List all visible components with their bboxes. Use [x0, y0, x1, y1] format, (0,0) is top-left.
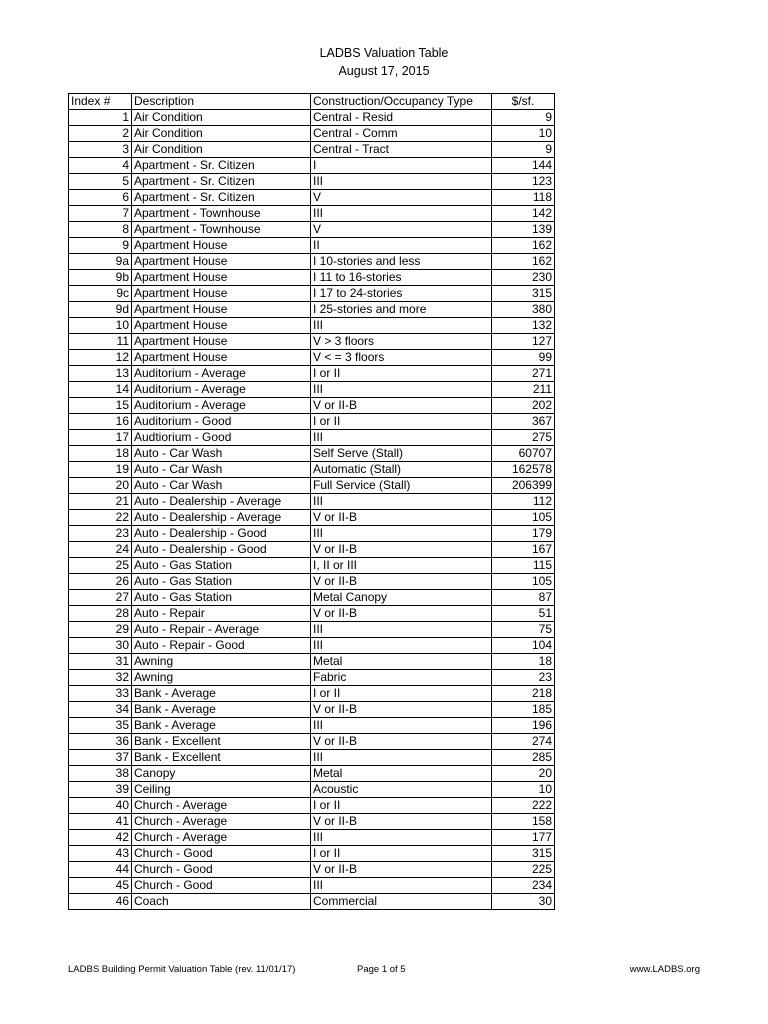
cell-value: 142	[492, 206, 555, 222]
cell-type: V or II-B	[311, 542, 492, 558]
cell-index: 5	[69, 174, 132, 190]
cell-description: Auto - Gas Station	[132, 574, 311, 590]
cell-description: Air Condition	[132, 142, 311, 158]
cell-type: V < = 3 floors	[311, 350, 492, 366]
cell-description: Apartment House	[132, 254, 311, 270]
cell-value: 206399	[492, 478, 555, 494]
cell-index: 45	[69, 878, 132, 894]
cell-value: 18	[492, 654, 555, 670]
cell-type: III	[311, 622, 492, 638]
cell-type: I or II	[311, 414, 492, 430]
table-row	[69, 670, 555, 686]
table-row	[69, 702, 555, 718]
cell-description: Auto - Gas Station	[132, 590, 311, 606]
cell-index: 30	[69, 638, 132, 654]
table-row	[69, 862, 555, 878]
cell-description: Church - Good	[132, 862, 311, 878]
page-date: August 17, 2015	[338, 64, 430, 78]
cell-value: 139	[492, 222, 555, 238]
cell-value: 162578	[492, 462, 555, 478]
cell-value: 222	[492, 798, 555, 814]
cell-value: 104	[492, 638, 555, 654]
cell-value: 115	[492, 558, 555, 574]
cell-description: Auto - Dealership - Average	[132, 510, 311, 526]
cell-description: Auto - Car Wash	[132, 478, 311, 494]
table-row	[69, 878, 555, 894]
cell-value: 162	[492, 254, 555, 270]
cell-index: 10	[69, 318, 132, 334]
cell-type: I 25-stories and more	[311, 302, 492, 318]
cell-value: 315	[492, 846, 555, 862]
cell-value: 10	[492, 782, 555, 798]
table-row	[69, 766, 555, 782]
cell-index: 37	[69, 750, 132, 766]
cell-type: Metal	[311, 766, 492, 782]
cell-index: 24	[69, 542, 132, 558]
table-header-row	[69, 94, 555, 110]
cell-type: I, II or III	[311, 558, 492, 574]
cell-value: 275	[492, 430, 555, 446]
cell-index: 9b	[69, 270, 132, 286]
table-row	[69, 718, 555, 734]
cell-description: Apartment House	[132, 270, 311, 286]
cell-type: Acoustic	[311, 782, 492, 798]
cell-index: 35	[69, 718, 132, 734]
cell-value: 158	[492, 814, 555, 830]
cell-value: 380	[492, 302, 555, 318]
table-row	[69, 430, 555, 446]
cell-value: 144	[492, 158, 555, 174]
cell-value: 179	[492, 526, 555, 542]
table-row	[69, 446, 555, 462]
table-row	[69, 686, 555, 702]
cell-index: 21	[69, 494, 132, 510]
table-row	[69, 558, 555, 574]
cell-value: 177	[492, 830, 555, 846]
table-row	[69, 814, 555, 830]
cell-type: V or II-B	[311, 510, 492, 526]
cell-type: Commercial	[311, 894, 492, 910]
cell-type: V	[311, 222, 492, 238]
cell-value: 105	[492, 574, 555, 590]
cell-description: Auto - Car Wash	[132, 446, 311, 462]
table-row	[69, 142, 555, 158]
table-row	[69, 574, 555, 590]
cell-value: 274	[492, 734, 555, 750]
table-row	[69, 254, 555, 270]
cell-value: 127	[492, 334, 555, 350]
footer-page-number: Page 1 of 5	[357, 964, 406, 975]
cell-index: 34	[69, 702, 132, 718]
cell-type: III	[311, 494, 492, 510]
cell-index: 2	[69, 126, 132, 142]
cell-type: I or II	[311, 798, 492, 814]
table-row	[69, 414, 555, 430]
cell-description: Church - Good	[132, 878, 311, 894]
cell-value: 10	[492, 126, 555, 142]
cell-index: 11	[69, 334, 132, 350]
cell-type: Central - Comm	[311, 126, 492, 142]
cell-type: II	[311, 238, 492, 254]
cell-index: 41	[69, 814, 132, 830]
cell-value: 99	[492, 350, 555, 366]
page-title: LADBS Valuation Table	[319, 46, 449, 60]
table-row	[69, 846, 555, 862]
cell-index: 27	[69, 590, 132, 606]
cell-value: 202	[492, 398, 555, 414]
cell-value: 9	[492, 142, 555, 158]
cell-index: 13	[69, 366, 132, 382]
cell-description: Auditorium - Good	[132, 414, 311, 430]
table-row	[69, 318, 555, 334]
cell-index: 12	[69, 350, 132, 366]
table-row	[69, 590, 555, 606]
cell-index: 15	[69, 398, 132, 414]
cell-value: 75	[492, 622, 555, 638]
table-row	[69, 494, 555, 510]
cell-index: 31	[69, 654, 132, 670]
cell-type: I or II	[311, 366, 492, 382]
cell-description: Auto - Car Wash	[132, 462, 311, 478]
cell-description: Apartment - Sr. Citizen	[132, 190, 311, 206]
cell-description: Church - Good	[132, 846, 311, 862]
cell-value: 123	[492, 174, 555, 190]
cell-index: 29	[69, 622, 132, 638]
cell-description: Auto - Dealership - Average	[132, 494, 311, 510]
table-row	[69, 478, 555, 494]
cell-description: Bank - Average	[132, 686, 311, 702]
table-row	[69, 350, 555, 366]
cell-type: V or II-B	[311, 814, 492, 830]
cell-type: III	[311, 750, 492, 766]
cell-description: Auto - Repair - Good	[132, 638, 311, 654]
table-row	[69, 366, 555, 382]
cell-description: Auditorium - Average	[132, 398, 311, 414]
cell-description: Apartment House	[132, 286, 311, 302]
cell-value: 225	[492, 862, 555, 878]
cell-type: Central - Tract	[311, 142, 492, 158]
cell-value: 285	[492, 750, 555, 766]
table-row	[69, 334, 555, 350]
cell-value: 367	[492, 414, 555, 430]
cell-description: Bank - Average	[132, 702, 311, 718]
cell-type: V > 3 floors	[311, 334, 492, 350]
cell-description: Auto - Dealership - Good	[132, 526, 311, 542]
cell-index: 3	[69, 142, 132, 158]
cell-value: 271	[492, 366, 555, 382]
cell-type: III	[311, 526, 492, 542]
cell-description: Apartment House	[132, 238, 311, 254]
cell-index: 26	[69, 574, 132, 590]
cell-index: 22	[69, 510, 132, 526]
cell-value: 185	[492, 702, 555, 718]
table-row	[69, 190, 555, 206]
cell-index: 4	[69, 158, 132, 174]
cell-type: Central - Resid	[311, 110, 492, 126]
cell-type: Metal	[311, 654, 492, 670]
cell-value: 9	[492, 110, 555, 126]
cell-value: 20	[492, 766, 555, 782]
cell-description: Canopy	[132, 766, 311, 782]
cell-index: 38	[69, 766, 132, 782]
cell-value: 211	[492, 382, 555, 398]
cell-description: Awning	[132, 654, 311, 670]
table-row	[69, 526, 555, 542]
table-row	[69, 654, 555, 670]
cell-value: 230	[492, 270, 555, 286]
cell-value: 87	[492, 590, 555, 606]
cell-index: 16	[69, 414, 132, 430]
cell-description: Coach	[132, 894, 311, 910]
cell-description: Auditorium - Average	[132, 366, 311, 382]
table-row	[69, 382, 555, 398]
cell-index: 33	[69, 686, 132, 702]
table-row	[69, 894, 555, 910]
cell-type: V or II-B	[311, 574, 492, 590]
cell-description: Auto - Dealership - Good	[132, 542, 311, 558]
cell-index: 32	[69, 670, 132, 686]
cell-type: V or II-B	[311, 862, 492, 878]
cell-description: Apartment House	[132, 350, 311, 366]
cell-index: 17	[69, 430, 132, 446]
cell-type: I or II	[311, 686, 492, 702]
col-header-description: Description	[132, 94, 311, 110]
table-row	[69, 606, 555, 622]
cell-type: I	[311, 158, 492, 174]
cell-description: Ceiling	[132, 782, 311, 798]
table-row	[69, 222, 555, 238]
cell-index: 9d	[69, 302, 132, 318]
table-row	[69, 398, 555, 414]
cell-type: III	[311, 830, 492, 846]
table-row	[69, 782, 555, 798]
table-body	[69, 110, 555, 910]
cell-index: 8	[69, 222, 132, 238]
col-header-index: Index #	[69, 94, 132, 110]
cell-type: V	[311, 190, 492, 206]
cell-description: Apartment - Sr. Citizen	[132, 174, 311, 190]
cell-index: 28	[69, 606, 132, 622]
cell-index: 19	[69, 462, 132, 478]
table-row	[69, 462, 555, 478]
cell-value: 167	[492, 542, 555, 558]
cell-type: Full Service (Stall)	[311, 478, 492, 494]
table-row	[69, 174, 555, 190]
cell-type: III	[311, 430, 492, 446]
footer-revision: LADBS Building Permit Valuation Table (rev. 11/01/17)	[68, 964, 296, 975]
cell-index: 42	[69, 830, 132, 846]
cell-value: 112	[492, 494, 555, 510]
cell-type: Self Serve (Stall)	[311, 446, 492, 462]
cell-type: Automatic (Stall)	[311, 462, 492, 478]
cell-description: Apartment House	[132, 334, 311, 350]
cell-type: I or II	[311, 846, 492, 862]
cell-index: 14	[69, 382, 132, 398]
cell-description: Auto - Repair - Average	[132, 622, 311, 638]
cell-index: 9c	[69, 286, 132, 302]
cell-type: III	[311, 638, 492, 654]
table-row	[69, 302, 555, 318]
cell-index: 6	[69, 190, 132, 206]
cell-index: 20	[69, 478, 132, 494]
table-row	[69, 830, 555, 846]
cell-value: 132	[492, 318, 555, 334]
cell-description: Awning	[132, 670, 311, 686]
table-row	[69, 126, 555, 142]
table-row	[69, 206, 555, 222]
cell-type: V or II-B	[311, 702, 492, 718]
cell-description: Bank - Excellent	[132, 734, 311, 750]
cell-index: 46	[69, 894, 132, 910]
col-header-type: Construction/Occupancy Type	[311, 94, 492, 110]
cell-description: Auto - Repair	[132, 606, 311, 622]
cell-description: Apartment House	[132, 318, 311, 334]
cell-type: V or II-B	[311, 734, 492, 750]
cell-index: 18	[69, 446, 132, 462]
cell-type: III	[311, 718, 492, 734]
cell-type: III	[311, 206, 492, 222]
cell-type: I 10-stories and less	[311, 254, 492, 270]
table-row	[69, 510, 555, 526]
cell-value: 218	[492, 686, 555, 702]
footer-website: www.LADBS.org	[629, 964, 700, 975]
table-row	[69, 798, 555, 814]
cell-type: III	[311, 318, 492, 334]
cell-type: Fabric	[311, 670, 492, 686]
table-row	[69, 638, 555, 654]
cell-type: I 17 to 24-stories	[311, 286, 492, 302]
table-row	[69, 622, 555, 638]
table-row	[69, 158, 555, 174]
cell-index: 40	[69, 798, 132, 814]
cell-index: 9a	[69, 254, 132, 270]
cell-value: 118	[492, 190, 555, 206]
cell-index: 7	[69, 206, 132, 222]
cell-index: 9	[69, 238, 132, 254]
cell-description: Church - Average	[132, 830, 311, 846]
table-row	[69, 286, 555, 302]
col-header-value: $/sf.	[492, 94, 555, 110]
table-row	[69, 542, 555, 558]
cell-index: 25	[69, 558, 132, 574]
valuation-table	[68, 93, 555, 910]
cell-description: Air Condition	[132, 126, 311, 142]
table-row	[69, 238, 555, 254]
cell-type: III	[311, 174, 492, 190]
cell-description: Audtiorium - Good	[132, 430, 311, 446]
cell-type: I 11 to 16-stories	[311, 270, 492, 286]
cell-value: 234	[492, 878, 555, 894]
cell-value: 23	[492, 670, 555, 686]
cell-index: 44	[69, 862, 132, 878]
cell-type: Metal Canopy	[311, 590, 492, 606]
table-row	[69, 750, 555, 766]
cell-description: Bank - Excellent	[132, 750, 311, 766]
cell-index: 36	[69, 734, 132, 750]
cell-index: 43	[69, 846, 132, 862]
table-row	[69, 270, 555, 286]
cell-description: Apartment - Townhouse	[132, 222, 311, 238]
cell-value: 315	[492, 286, 555, 302]
cell-type: III	[311, 382, 492, 398]
cell-description: Apartment House	[132, 302, 311, 318]
cell-index: 1	[69, 110, 132, 126]
cell-description: Auditorium - Average	[132, 382, 311, 398]
cell-value: 30	[492, 894, 555, 910]
table-row	[69, 734, 555, 750]
cell-value: 162	[492, 238, 555, 254]
cell-description: Church - Average	[132, 798, 311, 814]
cell-description: Church - Average	[132, 814, 311, 830]
cell-index: 39	[69, 782, 132, 798]
cell-value: 196	[492, 718, 555, 734]
cell-description: Air Condition	[132, 110, 311, 126]
cell-description: Auto - Gas Station	[132, 558, 311, 574]
cell-description: Bank - Average	[132, 718, 311, 734]
table-row	[69, 110, 555, 126]
cell-value: 105	[492, 510, 555, 526]
cell-value: 51	[492, 606, 555, 622]
cell-description: Apartment - Sr. Citizen	[132, 158, 311, 174]
cell-type: III	[311, 878, 492, 894]
cell-description: Apartment - Townhouse	[132, 206, 311, 222]
cell-type: V or II-B	[311, 606, 492, 622]
cell-index: 23	[69, 526, 132, 542]
cell-type: V or II-B	[311, 398, 492, 414]
cell-value: 60707	[492, 446, 555, 462]
